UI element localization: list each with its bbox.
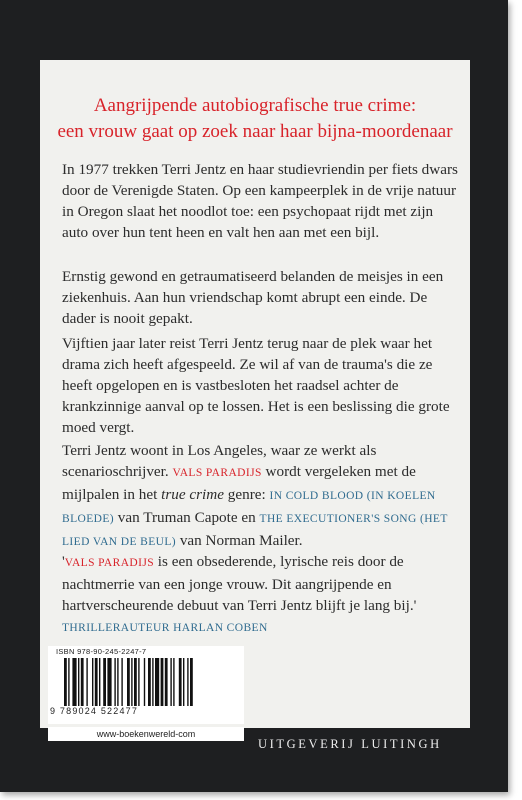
p4-text-5: van Norman Mailer. xyxy=(176,532,303,549)
quote-attribution: THRILLERAUTEUR HARLAN COBEN xyxy=(62,622,268,634)
quote-text: is een obsederende, lyrische reis door de nachtmerrie van een jonge vrouw. Dit aangrijpende en hartverscheurende debuut van Terri Jentz blijft je lang bij.' xyxy=(62,553,417,614)
barcode-number: 9 789024 522477 xyxy=(50,706,139,716)
headline-line-1: Aangrijpende autobiografische true crime: xyxy=(93,95,417,116)
p4-text-3: genre: xyxy=(223,486,270,503)
publisher-name: UITGEVERIJ LUITINGH xyxy=(258,737,442,751)
blurb-paragraph-4 xyxy=(62,440,462,553)
blurb-paragraph-1: In 1977 trekken Terri Jentz en haar studievriendin per fiets dwars door de Verenigde Staten. Op een kampeerplek in de vrije natuur in Oregon slaat het noodlot toe: een psychopaat rijdt met zijn auto over hun tent heen en valt hen aan met een bijl. xyxy=(62,161,458,241)
website-label: www-boekenwereld-com xyxy=(48,727,244,741)
comparison-book-2: THE EXECUTIONER'S SONG (HET LIED VAN DE BEUL) xyxy=(62,513,448,548)
quote-book-title: VALS PARADIJS xyxy=(64,557,154,569)
comparison-book-1: IN COLD BLOOD (IN KOELEN BLOEDE) xyxy=(62,490,436,525)
review-quote xyxy=(62,551,462,639)
barcode-block xyxy=(48,646,244,724)
barcode-image xyxy=(62,658,242,708)
book-title-mention: VALS PARADIJS xyxy=(172,467,262,479)
blurb-paragraph-3: Vijftien jaar later reist Terri Jentz terug naar de plek waar het drama zich heeft afgespeeld. Ze wil af van de trauma's die ze heeft opgelopen en is vastbesloten het raadsel achter de krankzinnige aanval op te lossen. Het is een beslissing die grote moed vergt. xyxy=(62,335,450,436)
p4-text-4: van Truman Capote en xyxy=(113,509,260,526)
quote-open: ' xyxy=(62,553,65,570)
headline xyxy=(40,93,470,145)
blurb-paragraph-2: Ernstig gewond en getraumatiseerd belanden de meisjes in een ziekenhuis. Aan hun vriendschap komt abrupt een einde. De dader is nooit gepakt. xyxy=(62,268,444,327)
headline-line-2: een vrouw gaat op zoek naar haar bijna-moordenaar xyxy=(57,121,453,142)
p4-text-2: wordt vergeleken met de mijlpalen in het xyxy=(62,463,416,503)
isbn-label: ISBN 978-90-245-2247-7 xyxy=(56,647,147,656)
p4-text-1: Terri Jentz woont in Los Angeles, waar ze werkt als scenarioschrijver. xyxy=(62,442,377,480)
genre-term: true crime xyxy=(161,486,224,503)
